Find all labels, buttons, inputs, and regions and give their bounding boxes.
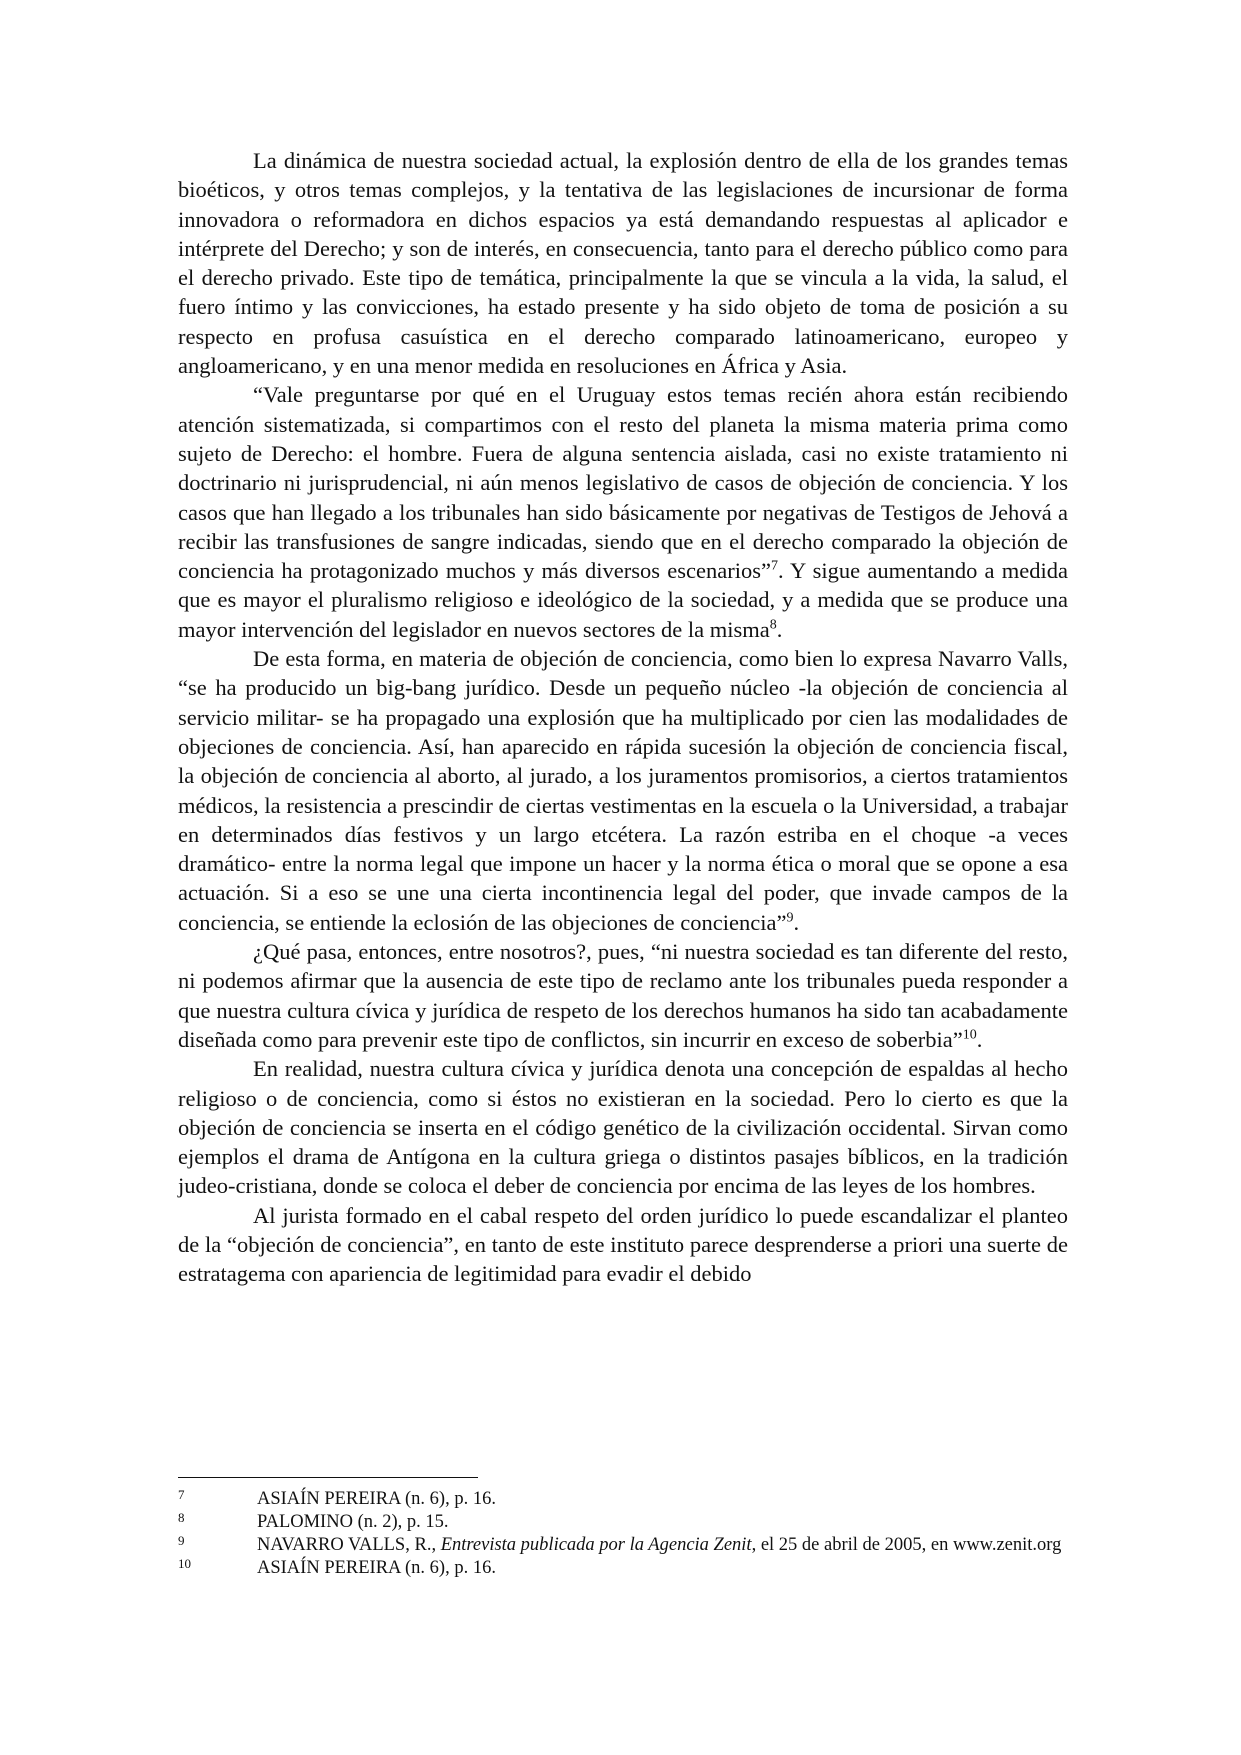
paragraph-text: . <box>793 909 800 935</box>
paragraph-text: “Vale preguntarse por qué en el Uruguay estos temas recién ahora están recibiendo atención sistematizada, si compartimos con el resto del planeta la misma materia prima como sujeto de Derecho: el hombre. Fuera de alguna sentencia aislada, casi no existe tratamiento ni doctrinario ni jurisprudencial, ni aún menos legislativo de casos de objeción de conciencia. Y los casos que han llegado a los tribunales han sido básicamente por negativas de Testigos de Jehová a recibir las transfusiones de sangre indicadas, siendo que en el derecho comparado la objeción de conciencia ha protagonizado muchos y más diversos escenarios” <box>178 382 1068 584</box>
paragraph-text: . <box>776 616 783 642</box>
paragraph <box>178 1201 1068 1289</box>
footnote-ref: 9 <box>786 910 794 926</box>
footnote-text: ASIAÍN PEREIRA (n. 6), p. 16. <box>257 1489 496 1509</box>
paragraph-text: ¿Qué pasa, entonces, entre nosotros?, pues, “ni nuestra sociedad es tan diferente del resto, ni podemos afirmar que la ausencia de este tipo de reclamo ante los tribunales pueda responder a que nuestra cultura cívica y jurídica de respeto de los derechos humanos ha sido tan acabadamente diseñada como para prevenir este tipo de conflictos, sin incurrir en exceso de soberbia” <box>178 939 1068 1052</box>
paragraph-text: En realidad, nuestra cultura cívica y jurídica denota una concepción de espaldas al hecho religioso o de conciencia, como si éstos no existieran en la sociedad. Pero lo cierto es que la objeción de conciencia se inserta en el código genético de la civilización occidental. Sirvan como ejemplos el drama de Antígona en la cultura griega o distintos pasajes bíblicos, en la tradición judeo-cristiana, donde se coloca el deber de conciencia por encima de las leyes de los hombres. <box>178 1056 1068 1199</box>
footnote <box>178 1511 1068 1534</box>
footnote-ref: 8 <box>769 617 777 633</box>
footnote-rest: , el 25 de abril de 2005, en www.zenit.org <box>751 1535 1062 1555</box>
paragraph <box>178 1054 1068 1200</box>
footnote-separator <box>178 1477 478 1478</box>
paragraph-text: . <box>976 1026 983 1052</box>
footnote-ref: 7 <box>770 558 778 574</box>
footnotes <box>178 1488 1068 1580</box>
footnote <box>178 1557 1068 1580</box>
paragraph <box>178 937 1068 1054</box>
paragraph <box>178 644 1068 937</box>
paragraph-text: De esta forma, en materia de objeción de conciencia, como bien lo expresa Navarro Valls, “se ha producido un big-bang jurídico. Desde un pequeño núcleo -la objeción de conciencia al servicio militar- se ha propagado una explosión que ha multiplicado por cien las modalidades de objeciones de conciencia. Así, han aparecido en rápida sucesión la objeción de conciencia fiscal, la objeción de conciencia al aborto, al jurado, a los juramentos promisorios, a ciertos tratamientos médicos, la resistencia a prescindir de ciertas vestimentas en la escuela o la Universidad, a trabajar en determinados días festivos y un largo etcétera. La razón estriba en el choque -a veces dramático- entre la norma legal que impone un hacer y la norma ética o moral que se opone a esa actuación. Si a eso se une una cierta incontinencia legal del poder, que invade campos de la conciencia, se entiende la eclosión de las objeciones de conciencia” <box>178 646 1068 935</box>
footnote <box>178 1488 1068 1511</box>
paragraph <box>178 146 1068 380</box>
body-text <box>178 146 1068 1289</box>
footnote-ref: 10 <box>962 1027 977 1043</box>
footnote-number: 7 <box>178 1487 185 1502</box>
footnote-text: PALOMINO (n. 2), p. 15. <box>257 1512 449 1532</box>
paragraph <box>178 380 1068 644</box>
paragraph-text: . Y sigue aumentando a medida que es mayor el pluralismo religioso e ideológico de la sociedad, y a medida que se produce una mayor intervención del legislador en nuevos sectores de la misma <box>178 558 1069 642</box>
footnote-title: Entrevista publicada por la Agencia Zenit <box>440 1535 752 1555</box>
footnote <box>178 1534 1068 1557</box>
footnote-author: NAVARRO VALLS, R., <box>257 1535 441 1555</box>
paragraph-text: La dinámica de nuestra sociedad actual, la explosión dentro de ella de los grandes temas bioéticos, y otros temas complejos, y la tentativa de las legislaciones de incursionar de forma innovadora o reformadora en dichos espacios ya está demandando respuestas al aplicador e intérprete del Derecho; y son de interés, en consecuencia, tanto para el derecho público como para el derecho privado. Este tipo de temática, principalmente la que se vincula a la vida, la salud, el fuero íntimo y las convicciones, ha estado presente y ha sido objeto de toma de posición a su respecto en profusa casuística en el derecho comparado latinoamericano, europeo y angloamericano, y en una menor medida en resoluciones en África y Asia. <box>178 148 1068 379</box>
footnote-number: 10 <box>178 1556 191 1571</box>
footnote-number: 9 <box>178 1533 185 1548</box>
footnote-text: ASIAÍN PEREIRA (n. 6), p. 16. <box>257 1558 496 1578</box>
footnote-number: 8 <box>178 1510 185 1525</box>
paragraph-text: Al jurista formado en el cabal respeto del orden jurídico lo puede escandalizar el planteo de la “objeción de conciencia”, en tanto de este instituto parece desprenderse a priori una suerte de estratagema con apariencia de legitimidad para evadir el debido <box>178 1202 1068 1287</box>
